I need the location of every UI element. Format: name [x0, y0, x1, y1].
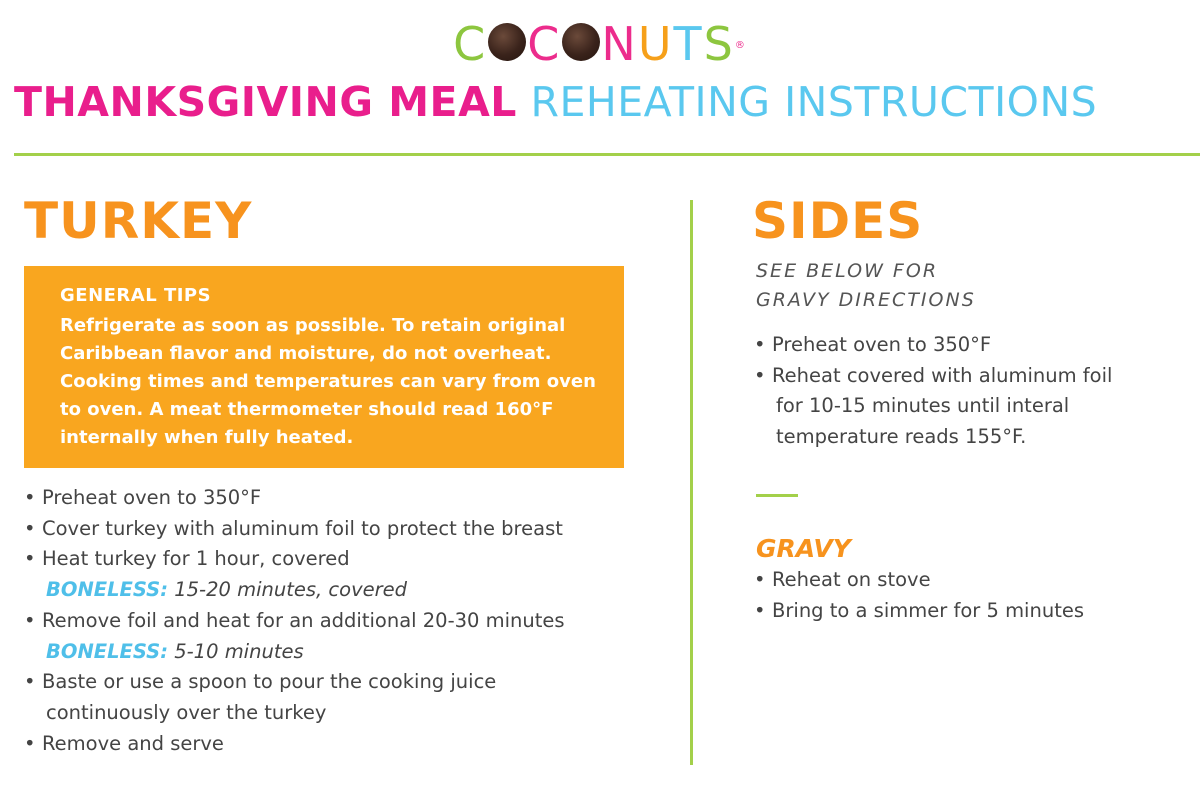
title-bold: THANKSGIVING MEAL	[14, 78, 517, 126]
gravy-heading: GRAVY	[756, 534, 851, 563]
gravy-steps-list	[754, 565, 1084, 626]
coconut-icon	[562, 23, 600, 61]
header-divider	[14, 153, 1200, 156]
list-item: • Bring to a simmer for 5 minutes	[754, 596, 1084, 627]
sides-heading: SIDES	[752, 192, 924, 250]
note-line: SEE BELOW FOR	[756, 260, 939, 282]
coconuts-logo	[0, 12, 1200, 71]
list-item: • Remove foil and heat for an additional 20-30 minutes	[24, 606, 565, 637]
section-divider	[756, 494, 798, 497]
list-item: • Baste or use a spoon to pour the cooking juice	[24, 667, 565, 698]
column-divider	[690, 200, 693, 765]
logo-letter-u: U	[637, 16, 674, 71]
page-title	[14, 76, 1097, 128]
list-item: • Heat turkey for 1 hour, covered	[24, 544, 565, 575]
list-item: • Preheat oven to 350°F	[24, 483, 565, 514]
coconut-icon	[488, 23, 526, 61]
boneless-note	[24, 637, 565, 668]
trademark-symbol: ®	[734, 40, 747, 51]
note-line: GRAVY DIRECTIONS	[756, 289, 976, 311]
boneless-label: BONELESS:	[46, 578, 169, 602]
turkey-heading: TURKEY	[24, 192, 253, 250]
boneless-text: 5-10 minutes	[174, 639, 304, 663]
logo-letter-n: N	[601, 16, 638, 71]
logo-letter-c: C	[453, 16, 488, 71]
sides-steps-list	[754, 330, 1112, 453]
list-item: • Preheat oven to 350°F	[754, 330, 1112, 361]
list-item: • Remove and serve	[24, 729, 565, 760]
general-tips-box	[24, 266, 624, 468]
list-item: • Reheat on stove	[754, 565, 1084, 596]
title-light: REHEATING INSTRUCTIONS	[530, 78, 1098, 126]
boneless-label: BONELESS:	[46, 639, 169, 663]
boneless-note	[24, 575, 565, 606]
logo-letter-s: S	[703, 16, 735, 71]
boneless-text: 15-20 minutes, covered	[174, 578, 408, 602]
tips-body: Refrigerate as soon as possible. To retain original Caribbean flavor and moisture, do not overheat. Cooking times and temperatures can vary from oven to oven. A meat thermometer should read 160°F internally when fully heated.	[60, 315, 596, 448]
list-item-continuation: for 10-15 minutes until interal	[776, 394, 1070, 418]
gravy-directions-note	[756, 257, 976, 315]
list-item: • Reheat covered with aluminum foil	[754, 361, 1112, 392]
tips-heading: GENERAL TIPS	[60, 285, 212, 306]
turkey-steps-list	[24, 483, 565, 759]
list-item-continuation: continuously over the turkey	[46, 700, 327, 724]
list-item-continuation: temperature reads 155°F.	[776, 425, 1027, 449]
logo-letter-t: T	[673, 16, 704, 71]
list-item: • Cover turkey with aluminum foil to protect the breast	[24, 514, 565, 545]
logo-letter-c2: C	[527, 16, 562, 71]
